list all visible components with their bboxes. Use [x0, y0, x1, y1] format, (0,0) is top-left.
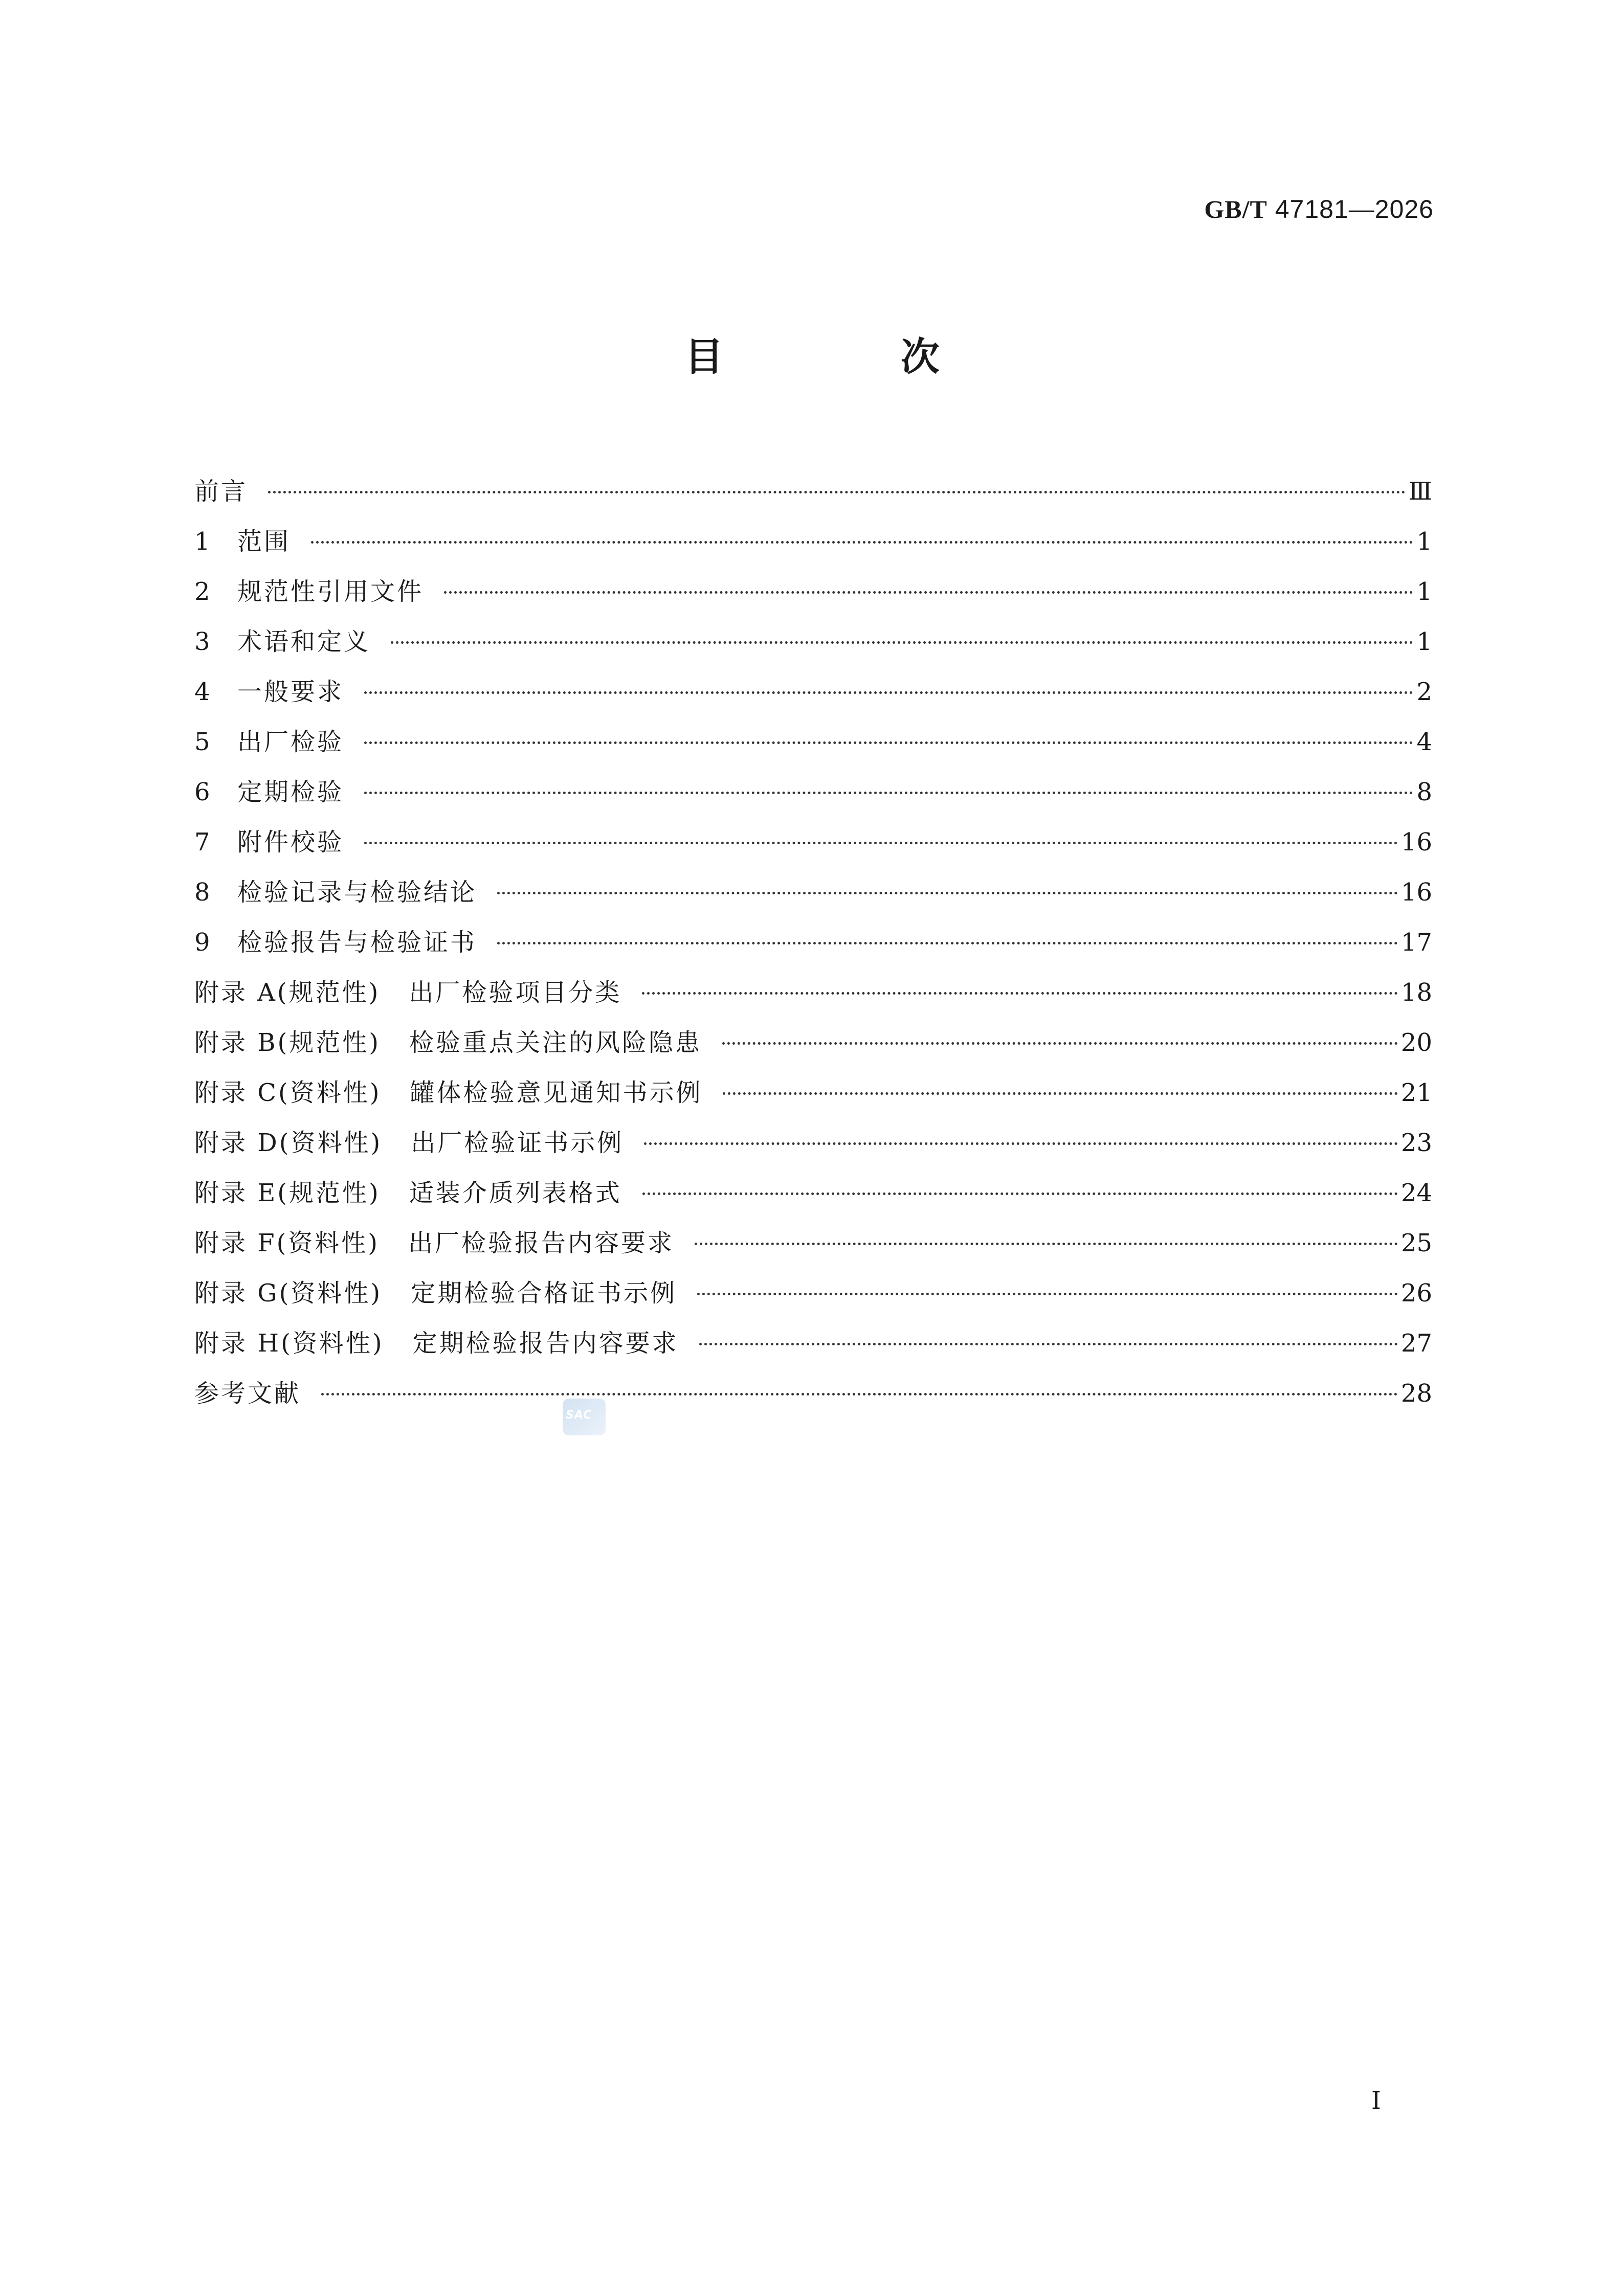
sac-watermark-logo: SAC: [563, 1399, 606, 1435]
toc-entry-number: 3: [194, 627, 210, 656]
toc-entry-page: 1: [1416, 577, 1432, 606]
toc-entry-label: [237, 817, 344, 867]
toc-entry-subtitle: 出厂检验项目分类: [409, 978, 622, 1007]
toc-dot-leader: [364, 792, 1413, 794]
toc-dot-leader: [723, 1092, 1397, 1095]
toc-dot-leader: [268, 491, 1406, 493]
toc-entry-page: 4: [1416, 728, 1432, 756]
table-of-contents: [194, 466, 1432, 1419]
toc-entry-number: 1: [194, 527, 210, 556]
toc-entry-title: 附件校验: [237, 828, 344, 857]
toc-dot-leader: [695, 1243, 1398, 1245]
toc-entry-title: 检验记录与检验结论: [237, 878, 477, 907]
toc-entry[interactable]: [194, 1268, 1432, 1318]
toc-entry-title: 附录 F(资料性): [194, 1229, 380, 1257]
toc-dot-leader: [497, 892, 1398, 894]
toc-dot-leader: [391, 641, 1413, 644]
toc-entry-title: 附录 G(资料性): [194, 1279, 383, 1308]
toc-entry-page: 16: [1400, 828, 1432, 857]
toc-entry-subtitle: 检验重点关注的风险隐患: [409, 1028, 702, 1057]
toc-entry[interactable]: [194, 1318, 1432, 1368]
toc-entry[interactable]: [194, 466, 1432, 516]
toc-dot-leader: [722, 1042, 1398, 1045]
toc-entry-subtitle: 定期检验合格证书示例: [411, 1279, 677, 1308]
toc-dot-leader: [642, 992, 1398, 995]
toc-entry-title: 一般要求: [237, 678, 344, 706]
toc-entry-label: [194, 1118, 624, 1168]
toc-entry-number: 5: [194, 728, 210, 756]
toc-entry-title: 规范性引用文件: [237, 577, 424, 606]
toc-dot-leader: [364, 842, 1398, 844]
toc-entry[interactable]: [194, 1118, 1432, 1168]
toc-entry-title: 附录 B(规范性): [194, 1028, 381, 1057]
page-title: 目 次: [684, 334, 1021, 379]
toc-entry[interactable]: [194, 917, 1432, 967]
standard-code: [1204, 194, 1434, 224]
toc-entry-page: 8: [1416, 778, 1432, 806]
toc-dot-leader: [444, 591, 1413, 594]
toc-entry-page: 2: [1416, 678, 1432, 706]
toc-entry-page: 24: [1400, 1179, 1432, 1207]
toc-entry-label: [194, 1168, 622, 1218]
toc-entry-label: [237, 917, 477, 967]
toc-entry-page: 25: [1400, 1229, 1432, 1257]
toc-entry-page: 26: [1400, 1279, 1432, 1308]
toc-entry-label: [237, 867, 477, 917]
toc-entry[interactable]: [194, 1368, 1432, 1419]
toc-entry-subtitle: 出厂检验报告内容要求: [408, 1229, 675, 1257]
toc-entry-title: 附录 C(资料性): [194, 1078, 382, 1107]
toc-entry-title: 附录 H(资料性): [194, 1329, 384, 1358]
toc-entry-title: 出厂检验: [237, 728, 344, 756]
toc-dot-leader: [697, 1293, 1398, 1295]
toc-entry-label: [194, 1218, 674, 1268]
toc-entry-label: [237, 567, 424, 617]
toc-entry[interactable]: [194, 1068, 1432, 1118]
toc-entry-page: 21: [1400, 1078, 1432, 1107]
toc-entry-page: 28: [1400, 1379, 1432, 1408]
toc-entry[interactable]: [194, 867, 1432, 917]
toc-dot-leader: [642, 1192, 1398, 1195]
toc-entry-title: 前言: [194, 477, 248, 506]
toc-entry[interactable]: [194, 1218, 1432, 1268]
toc-entry-page: 16: [1400, 878, 1432, 907]
toc-dot-leader: [364, 741, 1413, 744]
toc-entry[interactable]: [194, 967, 1432, 1018]
toc-entry[interactable]: [194, 567, 1432, 617]
toc-entry-label: [237, 717, 344, 767]
toc-entry-page: 27: [1400, 1329, 1432, 1358]
toc-dot-leader: [644, 1142, 1398, 1145]
toc-entry-title: 定期检验: [237, 778, 344, 806]
page-number: Ⅰ: [1371, 2087, 1381, 2114]
toc-entry-page: 1: [1416, 627, 1432, 656]
toc-entry-number: 6: [194, 778, 210, 806]
toc-entry-label: [194, 1318, 679, 1368]
toc-entry-page: 20: [1400, 1028, 1432, 1057]
toc-entry-subtitle: 定期检验报告内容要求: [412, 1329, 679, 1358]
toc-entry[interactable]: [194, 1018, 1432, 1068]
toc-entry-title: 附录 A(规范性): [194, 978, 381, 1007]
toc-entry-subtitle: 适装介质列表格式: [409, 1179, 622, 1207]
toc-dot-leader: [321, 1393, 1398, 1395]
standard-number: 47181—2026: [1275, 195, 1434, 223]
toc-entry[interactable]: [194, 667, 1432, 717]
toc-entry-subtitle: 出厂检验证书示例: [411, 1129, 624, 1157]
toc-entry-page: 17: [1400, 928, 1432, 957]
toc-entry[interactable]: [194, 617, 1432, 667]
toc-entry-title: 检验报告与检验证书: [237, 928, 477, 957]
toc-entry-label: [194, 1368, 301, 1419]
toc-entry-label: [194, 1068, 702, 1118]
toc-dot-leader: [311, 541, 1413, 544]
toc-entry[interactable]: [194, 767, 1432, 817]
toc-entry-title: 参考文献: [194, 1379, 301, 1408]
toc-entry-label: [237, 667, 344, 717]
toc-entry-number: 8: [194, 878, 210, 907]
toc-entry-page: 23: [1400, 1129, 1432, 1157]
standard-prefix: GB/T: [1204, 195, 1267, 223]
toc-dot-leader: [364, 691, 1413, 694]
toc-entry-label: [194, 967, 621, 1018]
toc-entry-page: 1: [1416, 527, 1432, 556]
toc-entry[interactable]: [194, 516, 1432, 567]
toc-entry-subtitle: 罐体检验意见通知书示例: [410, 1078, 703, 1107]
toc-entry-number: 2: [194, 577, 210, 606]
toc-entry-page: 18: [1400, 978, 1432, 1007]
toc-entry[interactable]: [194, 717, 1432, 767]
toc-entry-label: [194, 466, 248, 516]
toc-entry-title: 附录 D(资料性): [194, 1129, 383, 1157]
toc-entry-title: 术语和定义: [237, 627, 371, 656]
toc-entry-label: [237, 516, 291, 567]
toc-dot-leader: [699, 1343, 1398, 1345]
toc-entry-title: 范围: [237, 527, 291, 556]
toc-entry-label: [237, 767, 344, 817]
toc-entry-page: Ⅲ: [1408, 477, 1432, 506]
toc-dot-leader: [497, 942, 1398, 944]
toc-entry-number: 4: [194, 678, 210, 706]
toc-entry-number: 7: [194, 828, 210, 857]
toc-entry-label: [194, 1018, 702, 1068]
toc-entry-number: 9: [194, 928, 210, 957]
toc-entry[interactable]: [194, 817, 1432, 867]
toc-entry-title: 附录 E(规范性): [194, 1179, 381, 1207]
toc-entry[interactable]: [194, 1168, 1432, 1218]
toc-entry-label: [194, 1268, 677, 1318]
toc-entry-label: [237, 617, 370, 667]
